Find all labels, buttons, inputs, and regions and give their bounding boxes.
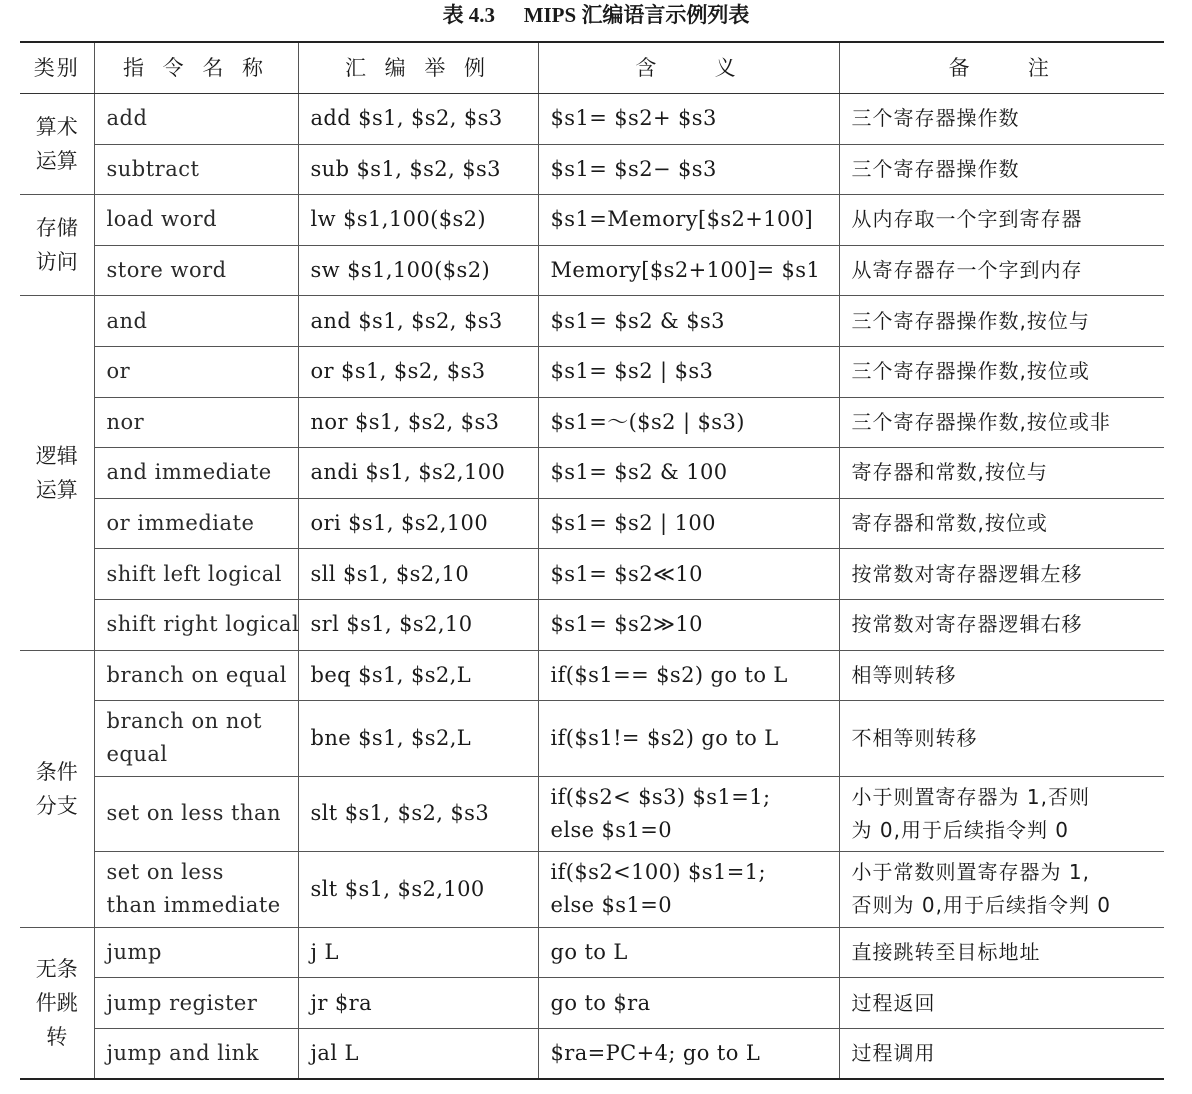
table-row (20, 599, 1164, 650)
cell-line: 件跳 (35, 990, 78, 1015)
cell-line: 三个寄存器操作数,按位与 (851, 308, 1090, 333)
header-name: 指 令 名 称 (94, 42, 298, 94)
cell-line: $s1= $s2 & 100 (550, 460, 728, 485)
instruction-name-cell (94, 144, 298, 195)
cell-line: $s1= $s2 | $s3 (550, 359, 714, 384)
table-row (20, 927, 1164, 978)
note-cell (839, 94, 1164, 145)
cell-line: jump register (106, 990, 258, 1015)
cell-line: $s1=～($s2 | $s3) (550, 409, 745, 434)
instruction-name-cell (94, 978, 298, 1029)
cell-line: 转 (46, 1024, 68, 1049)
cell-line: add (106, 106, 148, 131)
cell-line: 小于则置寄存器为 1,否则 (851, 784, 1090, 809)
cell-line: slt $s1, $s2,100 (310, 876, 485, 901)
note-cell (839, 1028, 1164, 1079)
cell-line: sub $s1, $s2, $s3 (310, 156, 501, 181)
instruction-name-cell (94, 94, 298, 145)
note-cell (839, 701, 1164, 777)
assembly-example-cell (298, 599, 538, 650)
cell-line: than immediate (106, 893, 281, 918)
cell-line: 运算 (35, 477, 78, 502)
cell-line: 按常数对寄存器逻辑左移 (851, 561, 1083, 586)
cell-line: 为 0,用于后续指令判 0 (851, 817, 1070, 842)
assembly-example-cell (298, 549, 538, 600)
table-row (20, 978, 1164, 1029)
instruction-name-cell (94, 549, 298, 600)
assembly-example-cell (298, 978, 538, 1029)
table-title: MIPS 汇编语言示例列表 (523, 3, 750, 27)
instruction-name-cell (94, 776, 298, 852)
meaning-cell (538, 346, 839, 397)
cell-line: branch on equal (106, 662, 287, 687)
cell-line: sll $s1, $s2,10 (310, 561, 470, 586)
meaning-cell (538, 1028, 839, 1079)
cell-line: ori $s1, $s2,100 (310, 511, 489, 536)
cell-line: set on less (106, 860, 224, 885)
assembly-example-cell (298, 245, 538, 296)
cell-line: nor $s1, $s2, $s3 (310, 409, 500, 434)
cell-line: lw $s1,100($s2) (310, 207, 487, 232)
assembly-example-cell (298, 1028, 538, 1079)
mips-instruction-table (20, 41, 1164, 1080)
cell-line: 三个寄存器操作数,按位或非 (851, 409, 1111, 434)
category-cell (20, 927, 94, 1079)
instruction-name-cell (94, 599, 298, 650)
cell-line: 从内存取一个字到寄存器 (851, 207, 1083, 232)
instruction-name-cell (94, 397, 298, 448)
cell-line: 访问 (35, 250, 78, 275)
cell-line: shift right logical (106, 612, 300, 637)
cell-line: or (106, 359, 131, 384)
meaning-cell (538, 195, 839, 246)
note-cell (839, 852, 1164, 928)
cell-line: $s1=Memory[$s2+100] (550, 207, 814, 232)
meaning-cell (538, 776, 839, 852)
header-example: 汇 编 举 例 (298, 42, 538, 94)
meaning-cell (538, 549, 839, 600)
table-row (20, 852, 1164, 928)
instruction-name-cell (94, 195, 298, 246)
cell-line: 条件 (35, 759, 78, 784)
cell-line: 逻辑 (35, 443, 78, 468)
table-row (20, 549, 1164, 600)
cell-line: if($s1== $s2) go to L (550, 662, 788, 687)
assembly-example-cell (298, 94, 538, 145)
cell-line: or immediate (106, 511, 255, 536)
instruction-name-cell (94, 1028, 298, 1079)
instruction-name-cell (94, 498, 298, 549)
cell-line: 否则为 0,用于后续指令判 0 (851, 893, 1112, 918)
header-row (20, 42, 1164, 94)
meaning-cell (538, 852, 839, 928)
cell-line: shift left logical (106, 561, 282, 586)
note-cell (839, 549, 1164, 600)
cell-line: 算术 (35, 115, 78, 140)
cell-line: if($s2<100) $s1=1; (550, 860, 766, 885)
cell-line: go to $ra (550, 990, 651, 1015)
meaning-cell (538, 94, 839, 145)
cell-line: 无条 (35, 956, 78, 981)
assembly-example-cell (298, 927, 538, 978)
table-number: 表 4.3 (442, 3, 496, 27)
cell-line: Memory[$s2+100]= $s1 (550, 258, 821, 283)
note-cell (839, 978, 1164, 1029)
cell-line: if($s2< $s3) $s1=1; (550, 784, 771, 809)
meaning-cell (538, 498, 839, 549)
assembly-example-cell (298, 296, 538, 347)
note-cell (839, 144, 1164, 195)
cell-line: 从寄存器存一个字到内存 (851, 258, 1083, 283)
table-row (20, 1028, 1164, 1079)
note-cell (839, 599, 1164, 650)
note-cell (839, 776, 1164, 852)
cell-line: and (106, 308, 148, 333)
instruction-name-cell (94, 346, 298, 397)
cell-line: $s1= $s2+ $s3 (550, 106, 717, 131)
cell-line: 直接跳转至目标地址 (851, 939, 1041, 964)
instruction-name-cell (94, 927, 298, 978)
cell-line: sw $s1,100($s2) (310, 258, 491, 283)
cell-line: jr $ra (310, 990, 373, 1015)
assembly-example-cell (298, 397, 538, 448)
note-cell (839, 296, 1164, 347)
category-cell (20, 94, 94, 195)
cell-line: 相等则转移 (851, 662, 957, 687)
cell-line: 分支 (35, 793, 78, 818)
cell-line: $s1= $s2≫10 (550, 612, 703, 637)
meaning-cell (538, 245, 839, 296)
cell-line: go to L (550, 939, 628, 964)
assembly-example-cell (298, 852, 538, 928)
table-row (20, 397, 1164, 448)
cell-line: 三个寄存器操作数 (851, 106, 1020, 131)
header-meaning: 含 义 (538, 42, 839, 94)
cell-line: branch on not (106, 709, 262, 734)
cell-line: set on less than (106, 801, 282, 826)
note-cell (839, 498, 1164, 549)
note-cell (839, 650, 1164, 701)
cell-line: srl $s1, $s2,10 (310, 612, 473, 637)
table-row (20, 94, 1164, 145)
table-caption (0, 0, 1192, 34)
assembly-example-cell (298, 144, 538, 195)
cell-line: equal (106, 742, 168, 767)
note-cell (839, 448, 1164, 499)
cell-line: $s1= $s2 | 100 (550, 511, 716, 536)
cell-line: $s1= $s2≪10 (550, 561, 703, 586)
assembly-example-cell (298, 195, 538, 246)
note-cell (839, 245, 1164, 296)
assembly-example-cell (298, 776, 538, 852)
category-cell (20, 650, 94, 927)
cell-line: 过程返回 (851, 990, 936, 1015)
assembly-example-cell (298, 448, 538, 499)
cell-line: 过程调用 (851, 1040, 936, 1065)
cell-line: if($s1!= $s2) go to L (550, 725, 779, 750)
cell-line: bne $s1, $s2,L (310, 725, 472, 750)
cell-line: and immediate (106, 460, 272, 485)
meaning-cell (538, 701, 839, 777)
cell-line: 三个寄存器操作数,按位或 (851, 359, 1090, 384)
cell-line: beq $s1, $s2,L (310, 662, 472, 687)
cell-line: slt $s1, $s2, $s3 (310, 801, 490, 826)
meaning-cell (538, 144, 839, 195)
assembly-example-cell (298, 701, 538, 777)
table-row (20, 296, 1164, 347)
cell-line: else $s1=0 (550, 893, 672, 918)
table-row (20, 650, 1164, 701)
cell-line: load word (106, 207, 218, 232)
meaning-cell (538, 448, 839, 499)
instruction-name-cell (94, 448, 298, 499)
table-row (20, 448, 1164, 499)
cell-line: $s1= $s2 & $s3 (550, 308, 725, 333)
meaning-cell (538, 978, 839, 1029)
table-row (20, 195, 1164, 246)
cell-line: nor (106, 409, 145, 434)
table-row (20, 144, 1164, 195)
cell-line: store word (106, 258, 227, 283)
instruction-name-cell (94, 650, 298, 701)
cell-line: and $s1, $s2, $s3 (310, 308, 503, 333)
cell-line: 运算 (35, 149, 78, 174)
cell-line: 寄存器和常数,按位与 (851, 460, 1048, 485)
table-body (20, 94, 1164, 1079)
cell-line: andi $s1, $s2,100 (310, 460, 506, 485)
meaning-cell (538, 599, 839, 650)
table-row (20, 245, 1164, 296)
note-cell (839, 346, 1164, 397)
header-note: 备 注 (839, 42, 1164, 94)
table-row (20, 346, 1164, 397)
cell-line: 小于常数则置寄存器为 1, (851, 860, 1090, 885)
cell-line: $ra=PC+4; go to L (550, 1040, 761, 1065)
note-cell (839, 397, 1164, 448)
meaning-cell (538, 296, 839, 347)
instruction-name-cell (94, 296, 298, 347)
table-row (20, 498, 1164, 549)
header-category: 类别 (20, 42, 94, 94)
cell-line: add $s1, $s2, $s3 (310, 106, 503, 131)
cell-line: or $s1, $s2, $s3 (310, 359, 486, 384)
cell-line: 寄存器和常数,按位或 (851, 511, 1048, 536)
cell-line: 三个寄存器操作数 (851, 156, 1020, 181)
cell-line: else $s1=0 (550, 817, 672, 842)
cell-line: jump and link (106, 1040, 259, 1065)
instruction-name-cell (94, 701, 298, 777)
table-row (20, 776, 1164, 852)
cell-line: 不相等则转移 (851, 725, 978, 750)
cell-line: jump (106, 939, 162, 964)
cell-line: subtract (106, 156, 200, 181)
category-cell (20, 296, 94, 650)
cell-line: $s1= $s2− $s3 (550, 156, 717, 181)
meaning-cell (538, 397, 839, 448)
cell-line: j L (310, 939, 339, 964)
table-row (20, 701, 1164, 777)
assembly-example-cell (298, 498, 538, 549)
cell-line: jal L (310, 1040, 359, 1065)
note-cell (839, 927, 1164, 978)
instruction-name-cell (94, 245, 298, 296)
note-cell (839, 195, 1164, 246)
cell-line: 存储 (35, 216, 78, 241)
assembly-example-cell (298, 346, 538, 397)
meaning-cell (538, 927, 839, 978)
meaning-cell (538, 650, 839, 701)
assembly-example-cell (298, 650, 538, 701)
cell-line: 按常数对寄存器逻辑右移 (851, 612, 1083, 637)
instruction-name-cell (94, 852, 298, 928)
category-cell (20, 195, 94, 296)
